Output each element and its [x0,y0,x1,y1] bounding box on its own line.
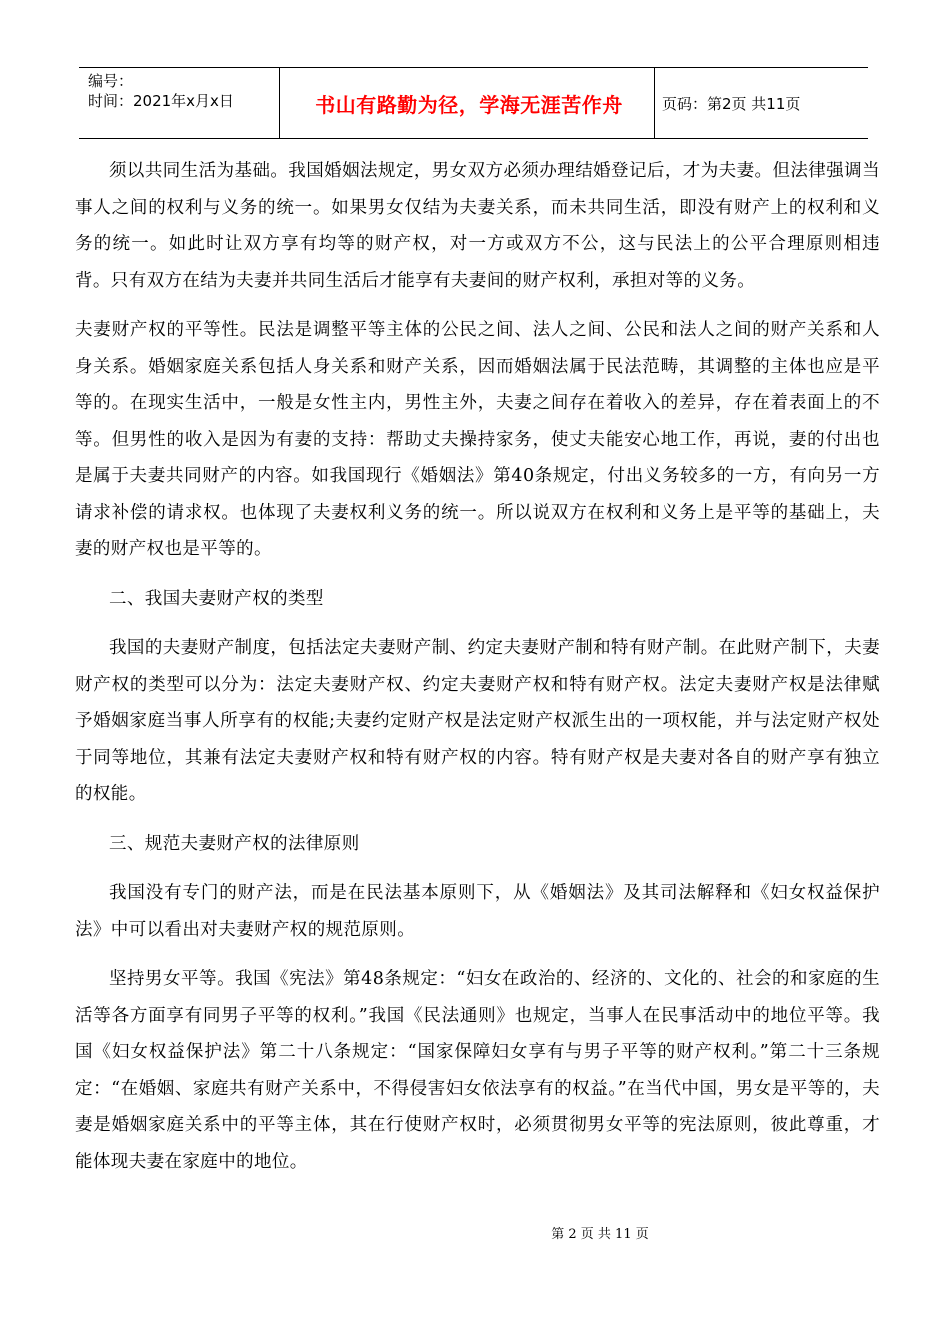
header-divider [279,68,280,138]
page-footer [0,1223,950,1242]
time-label: 时间：2021年x月x日 [88,92,234,110]
header-divider [654,68,655,138]
header-meta [88,71,278,111]
section-heading: 二、我国夫妻财产权的类型 [109,588,324,609]
footer-page-number: 第 2 页 共 11 页 [551,1227,649,1242]
paragraph: 我国没有专门的财产法，而是在民法基本原则下，从《婚姻法》及其司法解释和《妇女权益保护法》中可以看出对夫妻财产权的规范原则。 [75,883,880,940]
header-page-info: 页码：第2页 共11页 [662,94,801,113]
paragraph: 夫妻财产权的平等性。民法是调整平等主体的公民之间、法人之间、公民和法人之间的财产关系和人身关系。婚姻家庭关系包括人身关系和财产关系，因而婚姻法属于民法范畴，其调整的主体也应是平等的。在现实生活中，一般是女性主内，男性主外，夫妻之间存在着收入的差异，存在着表面上的不等。但男性的收入是因为有妻的支持：帮助丈夫操持家务，使丈夫能安心地工作，再说，妻的付出也是属于夫妻共同财产的内容。如我国现行《婚姻法》第40条规定，付出义务较多的一方，有向另一方请求补偿的请求权。也体现了夫妻权利义务的统一。所以说双方在权利和义务上是平等的基础上，夫妻的财产权也是平等的。 [75,320,880,559]
section-heading: 三、规范夫妻财产权的法律原则 [109,833,360,854]
header-table [79,67,868,139]
header-motto: 书山有路勤为径，学海无涯苦作舟 [315,92,623,117]
document-body [75,153,880,1180]
number-label: 编号： [88,72,134,90]
paragraph: 须以共同生活为基础。我国婚姻法规定，男女双方必须办理结婚登记后，才为夫妻。但法律强调当事人之间的权利与义务的统一。如果男女仅结为夫妻关系，而未共同生活，即没有财产上的权利和义务的统一。如此时让双方享有均等的财产权，对一方或双方不公，这与民法上的公平合理原则相违背。只有双方在结为夫妻并共同生活后才能享有夫妻间的财产权利，承担对等的义务。 [75,161,880,291]
paragraph: 我国的夫妻财产制度，包括法定夫妻财产制、约定夫妻财产制和特有财产制。在此财产制下，夫妻财产权的类型可以分为：法定夫妻财产权、约定夫妻财产权和特有财产权。法定夫妻财产权是法律赋予婚姻家庭当事人所享有的权能;夫妻约定财产权是法定财产权派生出的一项权能，并与法定财产权处于同等地位，其兼有法定夫妻财产权和特有财产权的内容。特有财产权是夫妻对各自的财产享有独立的权能。 [75,638,880,804]
paragraph: 坚持男女平等。我国《宪法》第48条规定：“妇女在政治的、经济的、文化的、社会的和家庭的生活等各方面享有同男子平等的权利。”我国《民法通则》也规定，当事人在民事活动中的地位平等。我国《妇女权益保护法》第二十八条规定：“国家保障妇女享有与男子平等的财产权利。”第二十三条规定：“在婚姻、家庭共有财产关系中，不得侵害妇女依法享有的权益。”在当代中国，男女是平等的，夫妻是婚姻家庭关系中的平等主体，其在行使财产权时，必须贯彻男女平等的宪法原则，彼此尊重，才能体现夫妻在家庭中的地位。 [75,969,880,1172]
